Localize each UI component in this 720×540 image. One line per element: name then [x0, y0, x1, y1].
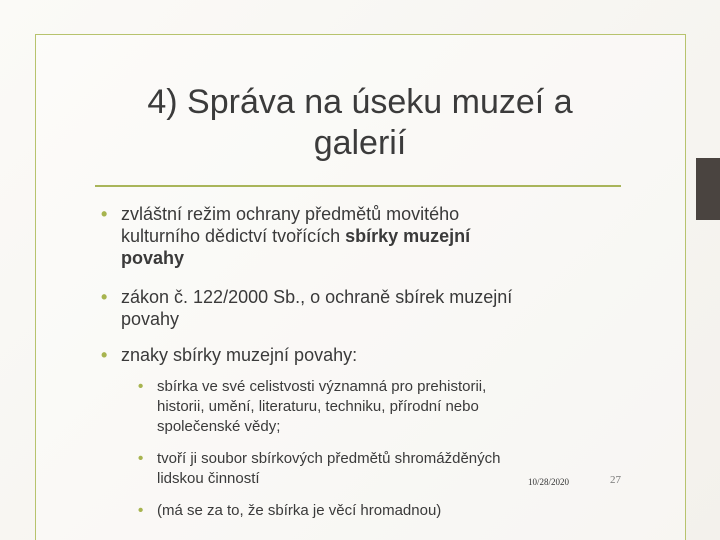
bullet-3 [101, 344, 358, 366]
page-number: 27 [610, 474, 621, 486]
sub-bullet-1-line-3: společenské vědy; [157, 418, 281, 435]
sub-bullet-2-line-2: lidskou činností [157, 470, 260, 487]
title-line-2: galerií [313, 124, 407, 162]
sub-bullet-2-line-1: tvoří ji soubor sbírkových předmětů shromážděných [157, 450, 501, 467]
slide-title [90, 82, 630, 164]
sub-bullet-1 [138, 377, 487, 437]
sub-bullet-3-line-1: (má se za to, že sbírka je věcí hromadnou) [157, 502, 442, 519]
sub-bullet-1-line-1: sbírka ve své celistvosti významná pro prehistorii, [157, 378, 487, 395]
sub-bullet-marker: • [138, 502, 144, 519]
bullet-2-line-2: povahy [121, 309, 180, 329]
sub-bullet-3 [138, 501, 442, 521]
sub-bullet-1-line-2: historii, umění, literaturu, techniku, přírodní nebo [157, 398, 479, 415]
bullet-2-line-1: zákon č. 122/2000 Sb., o ochraně sbírek muzejní [121, 287, 513, 307]
bullet-marker: • [101, 204, 108, 224]
bullet-1-line-1: zvláštní režim ochrany předmětů movitého [121, 204, 460, 224]
bullet-1-line-3: povahy [121, 248, 185, 268]
sub-bullet-marker: • [138, 378, 144, 395]
bullet-marker: • [101, 287, 108, 307]
bullet-1-line-2 [121, 225, 470, 247]
bullet-1 [101, 203, 471, 269]
sub-bullet-marker: • [138, 450, 144, 467]
sub-bullet-2 [138, 449, 501, 489]
bullet-marker: • [101, 345, 108, 365]
bullet-2 [101, 286, 513, 330]
bullet-1-text: kulturního dědictví tvořících [121, 226, 346, 246]
title-line-1: 4) Správa na úseku muzeí a [147, 83, 573, 121]
title-divider [95, 185, 621, 187]
slide-date: 10/28/2020 [528, 477, 570, 487]
bullet-1-bold-text: sbírky muzejní [345, 226, 471, 246]
bullet-3-line-1: znaky sbírky muzejní povahy: [121, 345, 358, 365]
side-accent-bar [696, 158, 720, 220]
